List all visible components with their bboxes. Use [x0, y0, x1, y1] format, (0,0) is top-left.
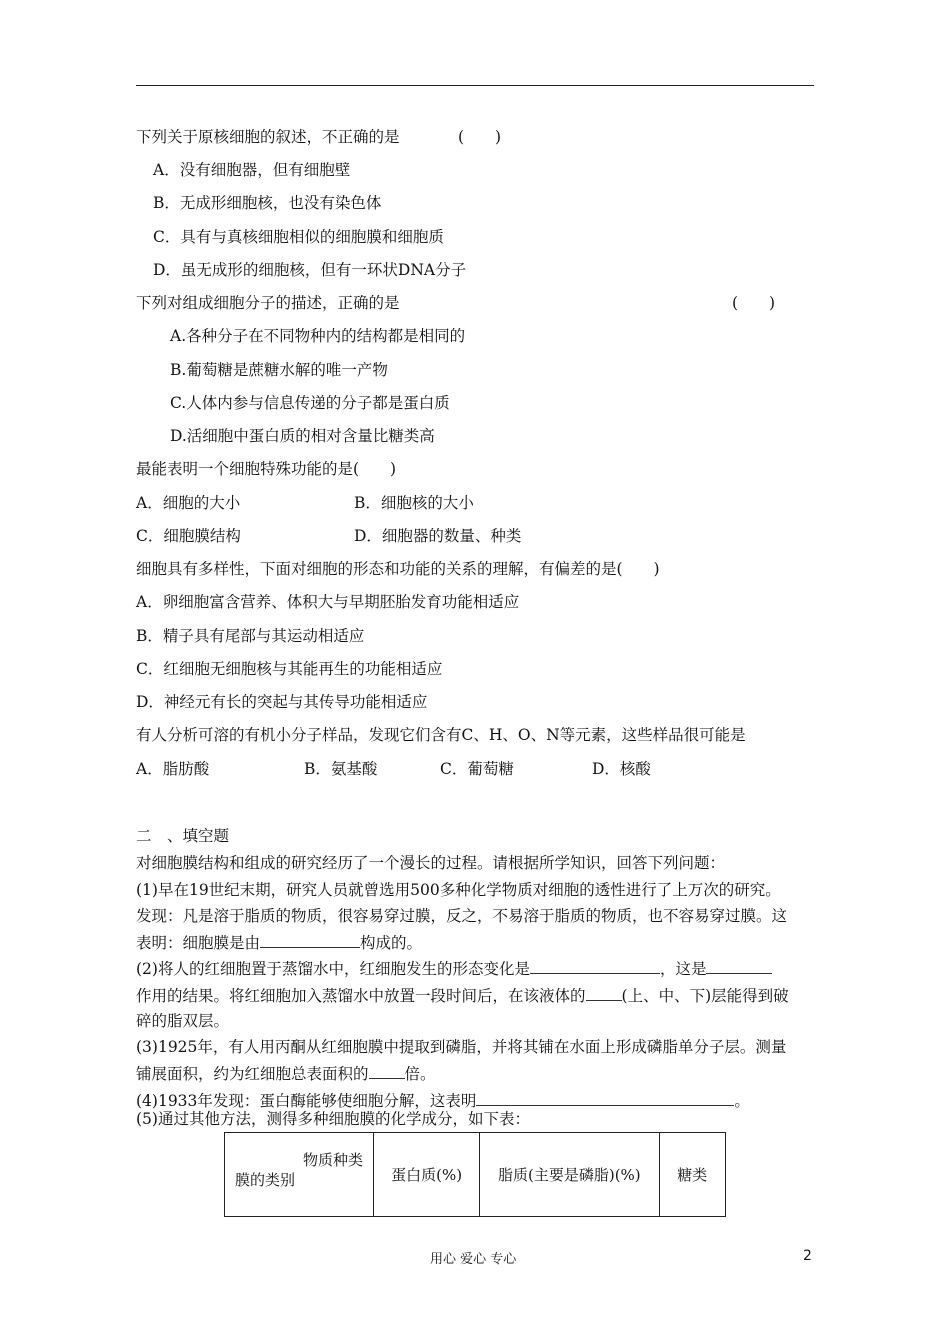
section-intro: 对细胞膜结构和组成的研究经历了一个漫长的过程。请根据所学知识，回答下列问题：: [136, 854, 726, 872]
q3-option-a: A．细胞的大小: [136, 494, 241, 512]
answer-blank-1[interactable]: [260, 932, 360, 948]
q2-answer-paren: ( ): [732, 294, 776, 312]
q1-option-b: B．无成形细胞核，也没有染色体: [153, 194, 382, 212]
part2-text-2pre: 作用的结果。将红细胞加入蒸馏水中放置一段时间后，在该液体的: [136, 987, 586, 1005]
q4-stem: 细胞具有多样性，下面对细胞的形态和功能的关系的理解，有偏差的是( ): [136, 560, 660, 578]
corner-label-bottom: 膜的类别: [235, 1171, 296, 1189]
part3-text-pre: 铺展面积，约为红细胞总表面积的: [136, 1065, 369, 1083]
q5-option-b: B．氨基酸: [304, 760, 378, 778]
answer-blank-3[interactable]: [706, 958, 772, 974]
part1-line1: (1)早在19世纪末期，研究人员就曾选用500多种化学物质对细胞的透性进行了上万次的研究。: [136, 881, 781, 899]
q4-option-c: C．红细胞无细胞核与其能再生的功能相适应: [136, 660, 443, 678]
header-rule: [136, 85, 814, 86]
q3-option-d: D．细胞器的数量、种类: [354, 527, 522, 545]
section-heading: 二 、填空题: [136, 827, 230, 845]
corner-label-top: 物质种类: [302, 1151, 363, 1169]
q1-option-a: A．没有细胞器，但有细胞壁: [153, 161, 351, 179]
part5-line: (5)通过其他方法，测得多种细胞膜的化学成分，如下表：: [136, 1110, 530, 1128]
q1-stem: 下列关于原核细胞的叙述，不正确的是: [136, 128, 400, 146]
part2-text-mid: ，这是: [659, 960, 707, 978]
q5-option-c: C．葡萄糖: [440, 760, 514, 778]
answer-blank-5[interactable]: [369, 1063, 405, 1079]
answer-blank-6[interactable]: [476, 1090, 734, 1106]
q5-option-d: D．核酸: [592, 760, 651, 778]
part3-line1: (3)1925年，有人用丙酮从红细胞膜中提取到磷脂，并将其铺在水面上形成磷脂单分子层。测量: [136, 1038, 787, 1056]
part3-text-post: 倍。: [404, 1065, 436, 1083]
part2-line3: 碎的脂双层。: [136, 1012, 230, 1030]
q3-option-c: C．细胞膜结构: [136, 527, 241, 545]
footer-motto: 用心 爱心 专心: [430, 1252, 517, 1267]
part1-text-pre: 表明：细胞膜是由: [136, 934, 261, 952]
q4-option-b: B．精子具有尾部与其运动相适应: [136, 627, 365, 645]
page-number: 2: [803, 1248, 812, 1264]
q5-option-a: A．脂肪酸: [136, 760, 210, 778]
q1-answer-paren: ( ): [458, 128, 502, 146]
q2-option-a: A.各种分子在不同物种内的结构都是相同的: [170, 327, 466, 345]
membrane-composition-table: [224, 1132, 726, 1217]
part4-text-post: 。: [734, 1092, 750, 1110]
part2-line1: [136, 958, 772, 979]
part4-text-pre: (4)1933年发现：蛋白酶能够使细胞分解，这表明: [136, 1092, 477, 1110]
part2-text-2post: (上、中、下)层能得到破: [621, 987, 789, 1005]
q1-option-c: C．具有与真核细胞相似的细胞膜和细胞质: [153, 228, 444, 246]
part2-line2: [136, 985, 789, 1006]
header-sugar: 糖类: [659, 1133, 725, 1217]
part1-line3: [136, 932, 422, 953]
table-corner-cell: [225, 1133, 374, 1217]
header-protein: 蛋白质(%): [374, 1133, 480, 1217]
q3-stem: 最能表明一个细胞特殊功能的是( ): [136, 460, 397, 478]
part3-line2: [136, 1063, 436, 1084]
q2-option-d: D.活细胞中蛋白质的相对含量比糖类高: [170, 427, 435, 445]
part4-line: [136, 1090, 750, 1111]
q2-option-c: C.人体内参与信息传递的分子都是蛋白质: [170, 394, 450, 412]
header-lipid: 脂质(主要是磷脂)(%): [480, 1133, 659, 1217]
part2-text-pre: (2)将人的红细胞置于蒸馏水中，红细胞发生的形态变化是: [136, 960, 530, 978]
part1-text-post: 构成的。: [360, 934, 423, 952]
q3-option-b: B．细胞核的大小: [354, 494, 474, 512]
q5-stem: 有人分析可溶的有机小分子样品，发现它们含有C、H、O、N等元素，这些样品很可能是: [136, 726, 746, 744]
q2-stem: 下列对组成细胞分子的描述，正确的是: [136, 294, 400, 312]
q4-option-d: D．神经元有长的突起与其传导功能相适应: [136, 693, 428, 711]
answer-blank-2[interactable]: [530, 958, 660, 974]
answer-blank-4[interactable]: [586, 985, 622, 1001]
q4-option-a: A．卵细胞富含营养、体积大与早期胚胎发育功能相适应: [136, 593, 520, 611]
q1-option-d: D．虽无成形的细胞核，但有一环状DNA分子: [153, 261, 467, 279]
q2-option-b: B.葡萄糖是蔗糖水解的唯一产物: [170, 361, 388, 379]
table-header-row: [225, 1133, 726, 1217]
part1-line2: 发现：凡是溶于脂质的物质，很容易穿过膜，反之，不易溶于脂质的物质，也不容易穿过膜。这: [136, 907, 788, 925]
